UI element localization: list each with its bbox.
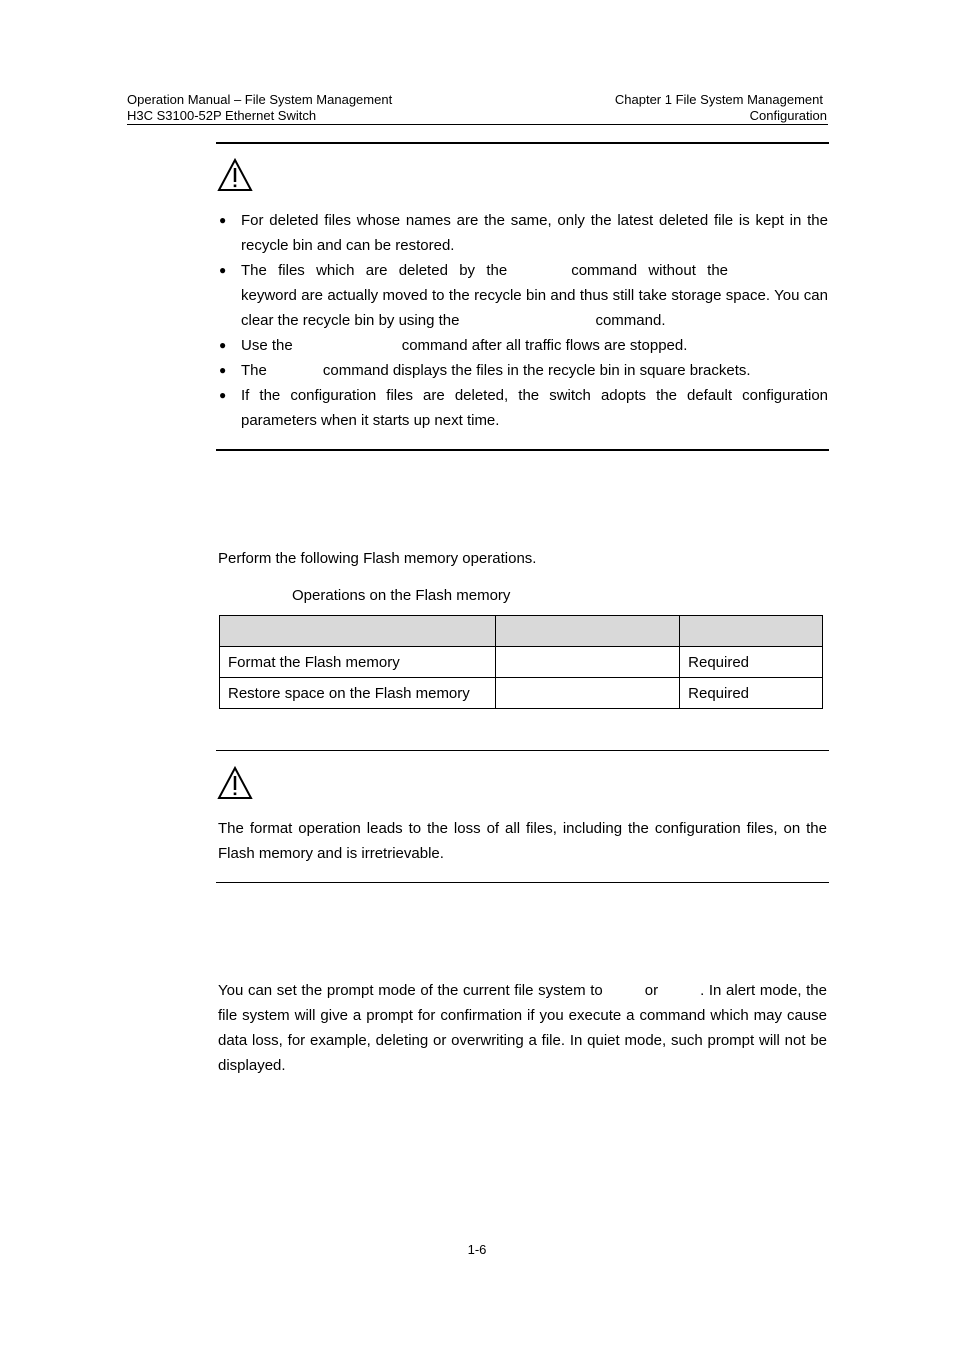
- table-cell-remarks: Required: [680, 647, 823, 678]
- flash-intro-text: Perform the following Flash memory operations.: [218, 550, 537, 567]
- table-cell-operation: Restore space on the Flash memory: [220, 678, 496, 709]
- header-section-title: Configuration: [749, 108, 827, 123]
- list-item: ● The files which are deleted by the command without the keyword are actually moved to the recycle bin and thus still take storage space. You can clear the recycle bin by using the command.: [219, 262, 828, 329]
- header-chapter-title: Chapter 1 File System Management: [614, 92, 823, 107]
- caution2-bottom-rule: [216, 882, 829, 883]
- header-product-name: H3C S3100-52P Ethernet Switch: [127, 108, 317, 123]
- table-header-row: [220, 616, 823, 647]
- caution-top-rule: [216, 142, 829, 144]
- header-manual-title: Operation Manual – File System Management: [127, 92, 393, 107]
- caution2-top-rule: [216, 750, 829, 751]
- table-header-cell: [220, 616, 496, 647]
- header-rule: [127, 124, 828, 125]
- caution-bullet-list: [218, 208, 828, 433]
- caution2-text: The format operation leads to the loss of all files, including the configuration files, on the Flash memory and is irretrievable.: [218, 820, 827, 862]
- table-cell-operation: Format the Flash memory: [220, 647, 496, 678]
- caution-bottom-rule: [216, 449, 829, 451]
- table-header-cell: [495, 616, 680, 647]
- warning-triangle-icon: [217, 766, 253, 800]
- flash-operations-table: [219, 615, 823, 709]
- page-number: 1-6: [467, 1242, 487, 1257]
- table-header-cell: [680, 616, 823, 647]
- list-item: ● Use the command after all traffic flows are stopped.: [219, 337, 688, 354]
- table-row: [220, 647, 823, 678]
- list-item: ● The command displays the files in the recycle bin in square brackets.: [219, 362, 751, 379]
- list-item: ● If the configuration files are deleted, the switch adopts the default configuration parameters when it starts up next time.: [219, 387, 828, 429]
- table-row: [220, 678, 823, 709]
- table-cell-command: [495, 647, 680, 678]
- prompt-mode-paragraph: You can set the prompt mode of the current file system to or . In alert mode, the file system will give a prompt for confirmation if you execute a command which may cause data loss, for example, deleting or overwriting a file. In quiet mode, such prompt will not be displayed.: [218, 982, 827, 1074]
- table-cell-command: [495, 678, 680, 709]
- table-cell-remarks: Required: [680, 678, 823, 709]
- table-caption: Operations on the Flash memory: [292, 587, 511, 604]
- warning-triangle-icon: [217, 158, 253, 192]
- list-item: ● For deleted files whose names are the same, only the latest deleted file is kept in the recycle bin and can be restored.: [219, 212, 828, 254]
